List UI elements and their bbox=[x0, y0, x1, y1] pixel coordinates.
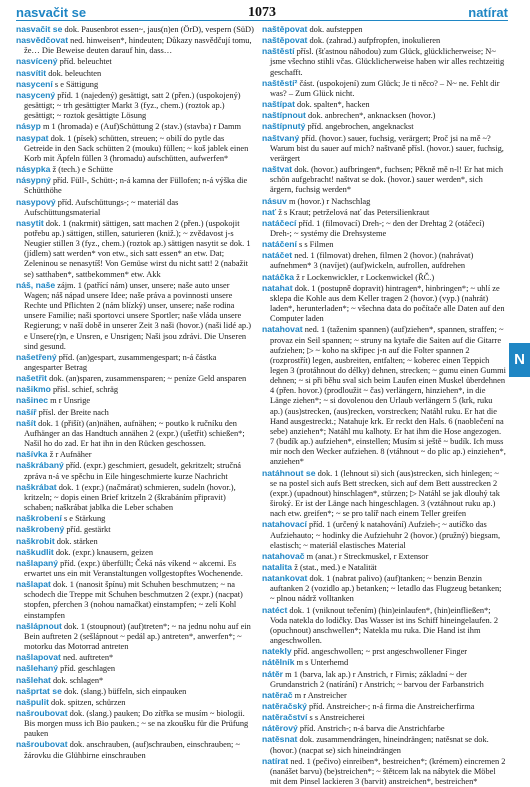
dictionary-entry bbox=[262, 657, 506, 668]
entry-definition: dok. (hovor.) aufbringen*, fuchsen; Pěkně mě n-l! Er hat mich schön aufgebracht! naštvat se dok. (hovor.) sauer werden*, sich ärgern, fuchsig werden* bbox=[270, 165, 504, 195]
entry-headword: našroubovat bbox=[16, 739, 68, 750]
entry-definition: příd. 1 (filmovací) Dreh-; ~ den der Drehtag 2 (otáčecí) Dreh-; ~ systémy die Drehsysteme bbox=[270, 218, 485, 238]
entry-headword: natěrač bbox=[262, 689, 293, 700]
entry-headword: natírat bbox=[262, 755, 289, 766]
entry-definition: dok. 1 (lehnout si) sich (aus)strecken, sich hinlegen; ~ se na postel sich aufs Bett strecken, sich auf dem Bett ausstrecken 2 (expr.) (upadnout) hinschlagen*, stürzen; ▷ Natáhl se jak dlouhý tak široký. Er ist der Länge nach hingeschlagen. 3 (vztáhnout ruku ap.) nach etw. greifen*; ~ se pro talíř nach einem Teller greifen bbox=[270, 468, 500, 519]
entry-headword: násyp bbox=[16, 121, 41, 132]
dictionary-entry bbox=[262, 46, 506, 77]
dictionary-entry bbox=[16, 418, 254, 449]
dictionary-entry bbox=[16, 175, 254, 196]
entry-headword: nasvítit bbox=[16, 67, 47, 78]
dictionary-entry bbox=[16, 524, 254, 535]
entry-headword: nasypový bbox=[16, 196, 56, 207]
entry-definition: dok. beleuchten bbox=[46, 68, 102, 78]
entry-headword: natáčecí bbox=[262, 217, 297, 228]
entry-definition: přísl. der Breite nach bbox=[36, 407, 109, 417]
dictionary-entry bbox=[16, 197, 254, 218]
dictionary-entry bbox=[16, 621, 254, 652]
entry-definition: ž (tech.) e Schütte bbox=[50, 165, 113, 175]
dictionary-entry bbox=[16, 579, 254, 621]
entry-headword: nátělník bbox=[262, 657, 295, 668]
dictionary-entry bbox=[262, 562, 506, 573]
entry-headword: našlapat bbox=[16, 579, 51, 590]
entry-definition: příd. 1 (určený k natahování) Aufzieh-; ~ autíčko das Aufziehauto; ~ hodinky die Aufziehuhr 2 (hovor.) (pružný) biegsam, elastisch; ~ materiál elastisches Material bbox=[270, 520, 501, 550]
entry-definition: dok. 1 (nabrat palivo) (auf)tanken; ~ benzin Benzin auftanken 2 (vozidlo ap.) betanken; ~ letadlo das Flugzeug betanken; ~ plnou nádrž volltanken bbox=[270, 574, 502, 604]
entry-headword: nasvačit se bbox=[16, 24, 63, 34]
entry-definition: příd. Aufschüttungs-; ~ materiál das Aufschüttungsmaterial bbox=[24, 197, 179, 217]
entry-headword: natahovací bbox=[262, 519, 307, 530]
entry-definition: dok. 1 (nakrmit) sättigen, satt machen 2 (přen.) (uspokojit potřebu ap.) sättigen, stillen, saturieren (kniž.); ~ zvědavost j-s Neugier stillen 3 (fyz., chem.) (roztok ap.) sättigen nasytit se dok. 1 (jídlem) satt werden* von etw., sich satt essen* an etw. Dat; Zeleninou se nenasytíš! Von Gemüse wirst du nicht satt! 2 (nabažit se) satthaben*, sattbekommen* etw. Akk bbox=[24, 218, 251, 279]
dictionary-entry bbox=[262, 734, 506, 755]
dictionary-entry bbox=[16, 133, 254, 164]
dictionary-entry bbox=[16, 536, 254, 547]
entry-definition: m 1 (barva, lak ap.) r Anstrich, r Firnis; základní ~ der Grundanstrich 2 (natírání) r Anstrich; ~ barvou der Farbanstrich bbox=[270, 669, 484, 689]
entry-definition: příd. (an)gespart, zusammengespart; n-á částka angesparter Betrag bbox=[24, 352, 217, 372]
entry-definition: m r Anstreicher bbox=[292, 690, 347, 700]
entry-headword: našinec bbox=[16, 395, 49, 406]
dictionary-entry bbox=[262, 78, 506, 99]
entry-definition: přísl. (šťastnou náhodou) zum Glück, glücklicherweise; N~ jsme všechno stihli včas. Glücklicherweise haben wir alles rechtzeitig geschafft. bbox=[270, 47, 505, 77]
entry-headword: našlehaný bbox=[16, 663, 59, 674]
entry-definition: ned. auftreten* bbox=[60, 653, 114, 663]
dictionary-entry bbox=[262, 324, 506, 467]
dictionary-entry bbox=[16, 352, 254, 373]
entry-headword: natahovat bbox=[262, 324, 303, 335]
dictionary-entry bbox=[16, 35, 254, 56]
dictionary-entry bbox=[16, 460, 254, 481]
entry-headword: naštvat bbox=[262, 164, 293, 175]
dictionary-entry bbox=[262, 519, 506, 550]
entry-definition: příd. Anstreicher-; n-á firma die Anstreicherfirma bbox=[306, 702, 475, 711]
entry-headword: natekly bbox=[262, 646, 292, 657]
dictionary-entry bbox=[16, 407, 254, 418]
entry-definition: příd. angeschwollen; ~ prst angeschwollener Finger bbox=[291, 647, 468, 657]
entry-headword: našívka bbox=[16, 449, 48, 460]
dictionary-entry bbox=[262, 239, 506, 250]
entry-headword: naškrobený bbox=[16, 524, 65, 535]
dictionary-entry bbox=[262, 283, 506, 325]
entry-headword: našroubovat bbox=[16, 708, 68, 718]
entry-definition: m r Unsrige bbox=[48, 396, 91, 406]
entry-headword: naštěpovat bbox=[262, 35, 308, 46]
dictionary-entry bbox=[262, 756, 506, 787]
entry-headword: našíř bbox=[16, 406, 37, 417]
entry-headword: naškudlit bbox=[16, 546, 54, 557]
dictionary-entry bbox=[262, 468, 506, 520]
entry-headword: naškrábaný bbox=[16, 460, 64, 471]
entry-definition: dok. 1 (nanosit špínu) mit Schuhen beschmutzen; ~ na schodech die Treppe mit Schuhen beschmutzen 2 (expr.) (nacpat) stopfen, pferchen 3 (nohou namačkat) einstampfen; ~ zelí Kohl einstampfen bbox=[24, 580, 243, 620]
dictionary-entry bbox=[16, 68, 254, 79]
thumb-index-tab[interactable]: N bbox=[509, 343, 530, 377]
entry-definition: dok. (zahrad.) aufpfropfen, inokulieren bbox=[307, 36, 441, 46]
dictionary-entry bbox=[16, 449, 254, 460]
dictionary-entry bbox=[16, 395, 254, 406]
left-column bbox=[16, 24, 254, 760]
entry-headword: naškrábat bbox=[16, 481, 57, 492]
entry-headword: náš, naše bbox=[16, 279, 56, 290]
page-number: 1073 bbox=[248, 5, 276, 20]
entry-headword: natáčka bbox=[262, 271, 295, 282]
entry-definition: dok. (an)sparen, zusammensparen; ~ peníze Geld ansparen bbox=[47, 374, 247, 384]
entry-headword: naškrobit bbox=[16, 535, 55, 546]
entry-definition: s s Filmen bbox=[296, 240, 334, 250]
dictionary-entry bbox=[262, 701, 506, 712]
entry-headword: naštvaný bbox=[262, 132, 300, 143]
entry-definition: příd. beleuchtet bbox=[57, 57, 112, 67]
entry-headword: naštípat bbox=[262, 99, 295, 110]
entry-headword: nasycení bbox=[16, 78, 53, 89]
dictionary-entry bbox=[262, 646, 506, 657]
entry-headword: natáčení bbox=[262, 239, 297, 250]
dictionary-entry bbox=[16, 547, 254, 558]
entry-definition: ž r Lockenwickler, r Lockenwickel (ŘČ.) bbox=[294, 272, 435, 282]
entry-headword: nasytit bbox=[16, 217, 44, 228]
entry-headword: našlápnout bbox=[16, 620, 62, 631]
entry-headword: natěračství bbox=[262, 712, 308, 723]
dictionary-entry bbox=[16, 513, 254, 524]
entry-headword: naštěpovat bbox=[262, 24, 308, 34]
entry-definition: příd. geschlagen bbox=[58, 664, 116, 674]
entry-headword: násypka bbox=[16, 164, 51, 175]
entry-definition: část. (uspokojení) zum Glück; Je ti něco? – N~ ne. Fehlt dir was? – Zum Glück nicht. bbox=[270, 78, 500, 98]
dictionary-entry bbox=[16, 697, 254, 708]
entry-headword: násypný bbox=[16, 175, 51, 186]
entry-definition: příd. angebrochen, angeknackst bbox=[305, 122, 414, 132]
entry-definition: dok. anschrauben, (auf)schrauben, einschrauben; ~ žárovku die Glühbirne einschrauben bbox=[24, 740, 241, 760]
running-header bbox=[16, 5, 508, 21]
entry-definition: ž r Aufnäher bbox=[47, 450, 92, 460]
entry-definition: dok. anbrechen*, anknacksen (hovor.) bbox=[305, 111, 436, 121]
entry-headword: natahovač bbox=[262, 550, 305, 561]
dictionary-entry bbox=[16, 663, 254, 674]
dictionary-entry bbox=[262, 723, 506, 734]
entry-headword: natáhnout se bbox=[262, 467, 316, 478]
entry-headword: natankovat bbox=[262, 573, 308, 584]
entry-headword: našpulit bbox=[16, 696, 49, 707]
entry-headword: nasycený bbox=[16, 89, 56, 100]
first-headword: nasvačit se bbox=[16, 5, 87, 20]
entry-headword: nasypat bbox=[16, 132, 49, 143]
entry-definition: příd. gestärkt bbox=[64, 525, 111, 535]
entry-definition: příd. (expr.) überfüllt; Čeká nás víkend ~ akcemi. Es erwartet uns ein mit Veranstaltungen vollgestopftes Wochenende. bbox=[24, 558, 243, 578]
entry-definition: zájm. 1 (patřící nám) unser, unsere; naše auto unser Wagen; náš nápad unsere Idee; naše práva a povinnosti unsere Rechte und Pflichten 2 (nám blízký) unser, unsere; naše rodina unsere Familie; naši sportovci unsere Sportler; naše vláda unsere Regierung; v naší době in unserer Zeit 3 naši (hovor.) (naši lidé ap.) e Unsere(r)n, e Unsren, e Unsrigen; Naši jsou zdrávi. Die Unseren sind gesund. bbox=[24, 280, 251, 351]
dictionary-entry bbox=[262, 99, 506, 110]
entry-definition: ned. 1 (taženim spannen) (auf)ziehen*, spannen, straffen; ~ provaz ein Seil spannen; ~ struny na kytaře die Saiten auf die Gitarre aufziehen; ▷ ~ koho na skřipec j-n auf die Folter spannen 2 (rozprostřít) legen, ausbreiten, entfalten; ~ koberec einen Teppich legen 3 (protáhnout do délky) dehnen, strecken; ~ gumu einen Gummi dehnen; ~ si při běhu sval sich beim Laufen einen Muskel überdehnen 4 (přen. hovor.) (prodloužit ~ čas) verlängern, hinziehen*, in die Länge ziehen*; ~ si dovolenou den Urlaub verlängern 5 (krk, ruku ap.) (aus)strecken, (aus)recken, vorstrecken; Natáhl ruku. Er hat die Hand ausgestreckt.; Natahuje krk. Er reckt den Hals. 6 (naoblečení na sebe) anziehen*; Natáhl mu kalhoty. Er hat ihm die Hose angezogen. 7 (budík ap.) aufziehen*, einstellen; Musím si ještě ~ budík. Ich muss mir noch den Wecker aufziehen. 8 (vtáhnout ~ do plic ap.) einziehen*, anziehen* bbox=[270, 325, 506, 467]
entry-headword: nasvícený bbox=[16, 56, 58, 67]
entry-definition: dok. aufsteppen bbox=[307, 25, 363, 34]
entry-headword: naškrobení bbox=[16, 513, 62, 524]
entry-definition: m (hovor.) r Nachschlag bbox=[286, 196, 371, 206]
entry-headword: nátěr bbox=[262, 668, 284, 679]
entry-definition: dok. 1 (písek) schütten, streuen; ~ obilí do pytle das Getreide in den Sack schütten 2 (mouku) füllen; ~ koš jablek einen Korb mit Äpfeln füllen 3 (hromadu) aufschütten, aufwerfen* bbox=[24, 133, 249, 163]
dictionary-entry bbox=[262, 121, 506, 132]
entry-definition: ž (stat., med.) e Natalität bbox=[292, 562, 377, 572]
dictionary-entry bbox=[262, 250, 506, 271]
dictionary-entry bbox=[262, 573, 506, 604]
entry-headword: našikmo bbox=[16, 384, 51, 395]
entry-headword: natěračský bbox=[262, 701, 307, 711]
entry-headword: naštěstí bbox=[262, 46, 295, 57]
dictionary-entry bbox=[16, 164, 254, 175]
dictionary-entry bbox=[262, 24, 506, 35]
entry-definition: ž s Kraut; petrželová nať das Petersilienkraut bbox=[276, 207, 430, 217]
entry-definition: dok. (slang.) büffeln, sich einpauken bbox=[61, 686, 187, 696]
entry-definition: dok. 1 (přišít) (an)nähen, aufnähen; ~ poutko k ručníku den Aufhänger an das Handtuch annähen 2 (expr.) (ušetřit) schießen*; Našil ho do zad. Er hat ihn in den Rücken geschossen. bbox=[24, 418, 245, 449]
entry-definition: dok. stärken bbox=[54, 536, 98, 546]
entry-definition: s e Stärkung bbox=[61, 514, 106, 524]
entry-definition: dok. 1 (postupně dopravit) hintragen*, hinbringen*; ~ uhlí ze sklepa die Kohle aus dem Keller tragen 2 (hovor.) (vyp.) (nahrát) laden*, herunterladen*; ~ všechna data do počítače alle Daten auf den Computer laden bbox=[270, 283, 505, 324]
entry-definition: dok. 1 (stoupnout) (auf)treten*; ~ na jednu nohu auf ein Bein auftreten 2 (sešlápnout ~ pedál ap.) antreten*, anwerfen*; ~ motorku das Motorrad antreten bbox=[24, 621, 251, 652]
entry-definition: ned. 1 (filmovat) drehen, filmen 2 (hovor.) (nahrávat) aufnehmen* 3 (navíjet) (auf)wickeln, aufrollen, aufdrehen bbox=[270, 251, 474, 271]
entry-definition: ned. 1 (pečivo) einreiben*, bestreichen*; (krémem) eincremen 2 (nanášet barvu) (be)streichen*; ~ štětcem lak na nábytek die Möbel mit dem Pinsel lackieren 3 (barvit) anstreichen*, bestreichen* bbox=[270, 756, 506, 787]
dictionary-entry bbox=[262, 35, 506, 46]
entry-headword: naštípnout bbox=[262, 110, 306, 121]
dictionary-entry bbox=[16, 384, 254, 395]
dictionary-entry bbox=[16, 482, 254, 513]
entry-headword: naštěstí² bbox=[262, 77, 298, 88]
dictionary-entry bbox=[16, 558, 254, 579]
entry-headword: našít bbox=[16, 417, 37, 428]
dictionary-entry bbox=[262, 551, 506, 562]
dictionary-entry bbox=[16, 675, 254, 686]
entry-headword: nať bbox=[262, 206, 277, 217]
dictionary-entry bbox=[16, 90, 254, 121]
dictionary-entry bbox=[16, 373, 254, 384]
entry-definition: dok. schlagen* bbox=[50, 675, 104, 685]
entry-definition: dok. spalten*, hacken bbox=[294, 100, 370, 110]
entry-definition: ned. hinweisen*, hindeuten; Důkazy nasvědčují tomu, že… Die Beweise deuten darauf hin, dass… bbox=[24, 36, 252, 56]
entry-headword: nátěrový bbox=[262, 723, 298, 734]
entry-headword: našlapovat bbox=[16, 652, 61, 663]
entry-definition: dok. 1 (expr.) (načmárat) schmieren, sudeln (hovor.), kritzeln; ~ dopis einen Brief kritzeln 2 (škrabáním připravit) schaben; naškrábat jablka die Leber schaben bbox=[24, 482, 236, 513]
last-headword: natírat bbox=[468, 5, 508, 20]
dictionary-entry bbox=[16, 56, 254, 67]
dictionary-entry bbox=[262, 218, 506, 239]
dictionary-entry bbox=[262, 605, 506, 647]
right-column bbox=[262, 24, 506, 787]
entry-headword: našlehat bbox=[16, 674, 51, 685]
entry-definition: dok. (slang.) pauken; Do zítřka se musím ~ biologii. Bis morgen muss ich Bio pauken.; ~ se na zkoušku für die Prüfung pauken bbox=[24, 709, 249, 739]
dictionary-entry bbox=[16, 686, 254, 697]
entry-definition: příd. 1 (najedený) gesättigt, satt 2 (přen.) (uspokojený) gesättigt; ~ trh gesättigter Markt 3 (fyz., chem.) (roztok ap.) gesättigt; ~ roztok gesättigte Lösung bbox=[24, 90, 241, 121]
entry-definition: dok. 1 (vniknout tečením) (hin)einlaufen*, (hin)einfließen*; Voda natekla do lodičky. Das Wasser ist ins Schiff hineingelaufen. 2 (opuchnout) anschwellen*; Natekla mu ruka. Die Hand ist ihm angeschwollen. bbox=[270, 605, 499, 646]
entry-headword: našetřený bbox=[16, 351, 57, 362]
dictionary-entry bbox=[262, 207, 506, 218]
entry-headword: našprtat se bbox=[16, 685, 62, 696]
entry-definition: m (anat.) r Streckmuskel, r Extensor bbox=[304, 551, 429, 561]
dictionary-entry bbox=[16, 739, 254, 760]
entry-headword: natéct bbox=[262, 604, 288, 615]
entry-headword: natáčet bbox=[262, 250, 293, 261]
dictionary-entry bbox=[262, 196, 506, 207]
dictionary-entry bbox=[262, 110, 506, 121]
entry-definition: dok. zusammendrängen, hineindrängen; natěsnat se dok. (hovor.) (nacpat se) sich hineindrängen bbox=[270, 735, 489, 755]
dictionary-entry bbox=[16, 652, 254, 663]
dictionary-entry bbox=[16, 280, 254, 352]
dictionary-entry bbox=[262, 272, 506, 283]
entry-definition: m s Unterhemd bbox=[294, 658, 349, 668]
entry-definition: příd. Füll-, Schütt-; n-á kamna der Füllofen; n-á výška die Schütthöhe bbox=[24, 176, 248, 196]
dictionary-entry bbox=[262, 164, 506, 195]
entry-headword: naštípnutý bbox=[262, 121, 306, 132]
entry-definition: příd. (hovor.) sauer, fuchsig, verärgert; Proč jsi na mě ~? Warum bist du sauer auf mich? naštvaně přísl. (hovor.) sauer, fuchsig, verärgert bbox=[270, 133, 504, 163]
entry-headword: našetřit bbox=[16, 373, 48, 384]
dictionary-entry bbox=[16, 218, 254, 280]
dictionary-entry bbox=[262, 133, 506, 164]
dictionary-entry bbox=[262, 690, 506, 701]
entry-headword: natěsnat bbox=[262, 734, 298, 745]
entry-headword: násuv bbox=[262, 195, 287, 206]
entry-definition: dok. (expr.) knausern, geizen bbox=[53, 547, 154, 557]
entry-definition: příd. Anstrich-; n-á barva die Anstrichfarbe bbox=[297, 724, 445, 734]
entry-definition: m 1 (hromada) e (Auf)Schüttung 2 (stav.) (stavba) r Damm bbox=[40, 122, 242, 132]
header-rule bbox=[16, 20, 508, 21]
entry-definition: příd. (expr.) geschmiert, gesudelt, gekritzelt; stručná zpráva n-á ve spěchu in Eile hingeschmierte kurze Nachricht bbox=[24, 461, 241, 481]
dictionary-entry bbox=[16, 708, 254, 739]
entry-headword: našlapaný bbox=[16, 557, 59, 568]
dictionary-entry bbox=[16, 24, 254, 35]
entry-headword: natalita bbox=[262, 561, 293, 572]
entry-headword: natahat bbox=[262, 282, 293, 293]
entry-headword: nasvědčovat bbox=[16, 35, 69, 46]
dictionary-entry bbox=[16, 79, 254, 90]
dictionary-entry bbox=[16, 121, 254, 132]
entry-definition: s e Sättigung bbox=[52, 79, 99, 89]
dictionary-entry bbox=[262, 712, 506, 723]
entry-definition: dok. Pausenbrot essen~, jaus(n)en (ÖrD), vespern (SüD) bbox=[62, 25, 254, 34]
entry-definition: dok. spitzen, schürzen bbox=[48, 697, 126, 707]
entry-definition: přísl. schief, schräg bbox=[50, 385, 119, 395]
dictionary-entry bbox=[262, 669, 506, 690]
entry-definition: s s Anstreicherei bbox=[307, 713, 365, 723]
